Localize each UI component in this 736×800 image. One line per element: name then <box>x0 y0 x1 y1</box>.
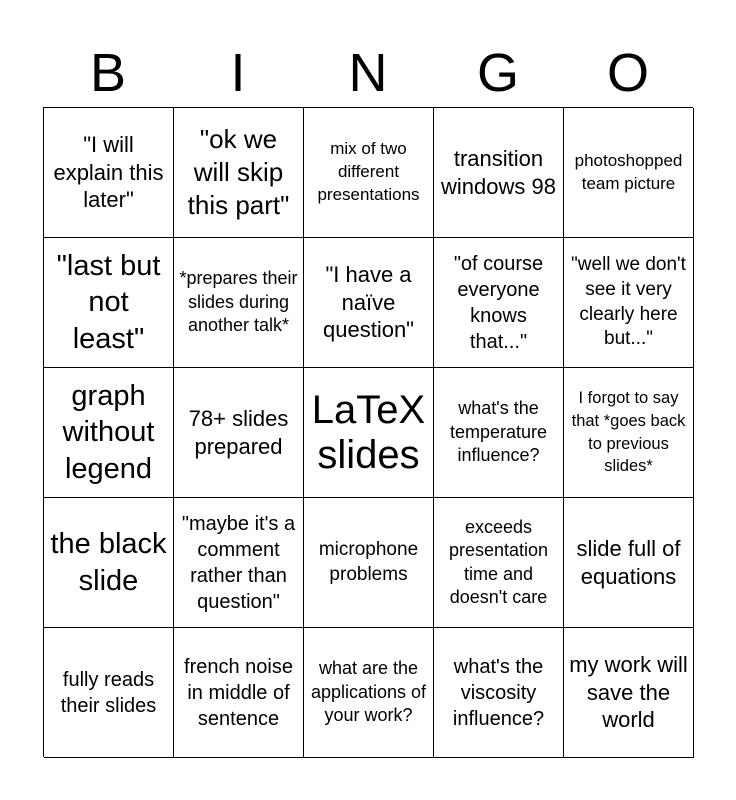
cell-text: graph without legend <box>62 380 155 485</box>
cell-text: photoshopped team picture <box>574 150 683 193</box>
bingo-cell-r4-c2[interactable] <box>174 498 304 628</box>
header-letter-n: N <box>348 43 388 103</box>
header-letter-b: B <box>89 43 127 103</box>
cell-text: "ok we will skip this part" <box>187 123 290 221</box>
cell-text: I forgot to say that *goes back to previous slides* <box>571 388 686 476</box>
bingo-cell-r3-c4[interactable] <box>434 368 564 498</box>
cell-text: mix of two different presentations <box>317 139 420 204</box>
cell-text: "last but not least" <box>56 250 161 355</box>
bingo-cell-r5-c5[interactable] <box>564 628 694 758</box>
cell-text: what's the viscosity influence? <box>452 655 545 730</box>
header-letter-g: G <box>476 43 519 103</box>
bingo-cell-r2-c2[interactable] <box>174 238 304 368</box>
bingo-cell-r2-c1[interactable] <box>44 238 174 368</box>
header-letter-o: O <box>606 43 649 103</box>
bingo-cell-r4-c4[interactable] <box>434 498 564 628</box>
bingo-cell-r3-c1[interactable] <box>44 368 174 498</box>
bingo-cell-r5-c4[interactable] <box>434 628 564 758</box>
bingo-cell-r1-c3[interactable] <box>304 108 434 238</box>
cell-text: transition windows 98 <box>441 145 556 199</box>
bingo-cell-r1-c4[interactable] <box>434 108 564 238</box>
cell-text: *prepares their slides during another talk* <box>179 268 298 336</box>
cell-text: fully reads their slides <box>60 668 157 717</box>
cell-text: microphone problems <box>318 538 419 585</box>
cell-text: my work will save the world <box>569 651 688 733</box>
bingo-cell-r1-c1[interactable] <box>44 108 174 238</box>
bingo-cell-r5-c2[interactable] <box>174 628 304 758</box>
cell-text: the black slide <box>50 528 167 597</box>
bingo-cell-r5-c3[interactable] <box>304 628 434 758</box>
bingo-cell-r3-c2[interactable] <box>174 368 304 498</box>
bingo-cell-r1-c5[interactable] <box>564 108 694 238</box>
bingo-cell-r2-c4[interactable] <box>434 238 564 368</box>
cell-text: "maybe it's a comment rather than question" <box>181 512 296 613</box>
cell-text: slide full of equations <box>576 535 681 589</box>
cell-text: "of course everyone knows that..." <box>453 252 544 353</box>
bingo-cell-r5-c1[interactable] <box>44 628 174 758</box>
bingo-board <box>43 107 693 757</box>
bingo-header <box>43 40 693 106</box>
bingo-cell-r2-c5[interactable] <box>564 238 694 368</box>
header-letter-i: I <box>230 43 246 103</box>
bingo-cell-r2-c3[interactable] <box>304 238 434 368</box>
cell-text: "I have a naïve question" <box>323 261 414 343</box>
cell-text: 78+ slides prepared <box>188 405 289 459</box>
bingo-cell-r4-c1[interactable] <box>44 498 174 628</box>
cell-text: "I will explain this later" <box>53 131 164 213</box>
cell-text: "well we don't see it very clearly here but..." <box>571 254 686 350</box>
bingo-cell-r3-c5[interactable] <box>564 368 694 498</box>
bingo-cell-r4-c3[interactable] <box>304 498 434 628</box>
cell-text: what are the applications of your work? <box>310 658 427 726</box>
cell-text: what's the temperature influence? <box>449 398 548 466</box>
cell-text: LaTeX slides <box>311 387 426 477</box>
bingo-cell-r3-c3[interactable] <box>304 368 434 498</box>
cell-text: french noise in middle of sentence <box>184 655 293 730</box>
cell-text: exceeds presentation time and doesn't care <box>448 516 549 607</box>
bingo-cell-r1-c2[interactable] <box>174 108 304 238</box>
bingo-cell-r4-c5[interactable] <box>564 498 694 628</box>
